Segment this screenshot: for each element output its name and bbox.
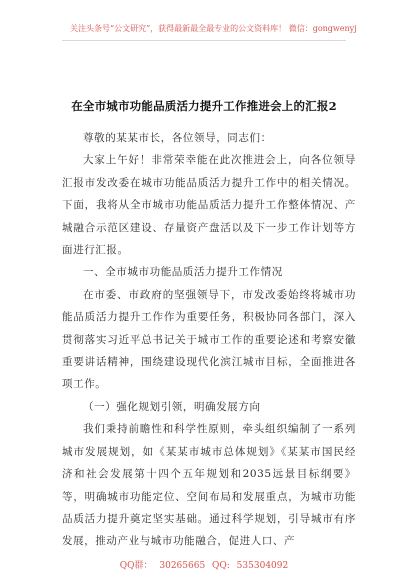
- paragraph-intro: 大家上午好！非常荣幸能在此次推进会上，向各位领导汇报市发改委在城市功能品质活力提升工作中的相关情况。下面，我将从全市城市功能品质活力提升工作整体情况、产城融合示范区建设、存量资产盘活以及下一步工作计划等方面进行汇报。: [62, 154, 356, 257]
- header-divider: [62, 40, 346, 41]
- document-body: [62, 127, 356, 553]
- paragraph-subsection-1: 我们秉持前瞻性和科学性原则，牵头组织编制了一系列城市发展规划，如《某某市城市总体规划》《某某市国民经济和社会发展第十四个五年规划和2035远景目标纲要》等，明确城市功能定位、空间布局和发展重点，为城市功能品质活力提升奠定坚实基础。通过科学规划，引导城市有序发展，推动产业与城市功能融合，促进人口、产: [62, 423, 356, 548]
- salutation: 尊敬的某某市长，各位领导，同志们：: [83, 132, 272, 144]
- header-banner: 关注头条号“公文研究”，获得最新最全最专业的公文资料库！ 微信：gongwenyj: [70, 24, 357, 33]
- document-title: 在全市城市功能品质活力提升工作推进会上的汇报2: [71, 99, 337, 113]
- section-heading-1: 一、全市城市功能品质活力提升工作情况: [83, 266, 283, 279]
- paragraph-section-1: 在市委、市政府的坚强领导下，市发改委始终将城市功能品质活力提升工作作为重要任务，积极协同各部门，深入贯彻落实习近平总书记关于城市工作的重要论述和考察安徽重要讲话精神，围绕建设现代化滨江城市目标，全面推进各项工作。: [62, 288, 356, 391]
- footer-contact: QQ群： 30265665 QQ: 535304092: [119, 561, 289, 571]
- subsection-heading-1: （一）强化规划引领，明确发展方向: [83, 400, 261, 413]
